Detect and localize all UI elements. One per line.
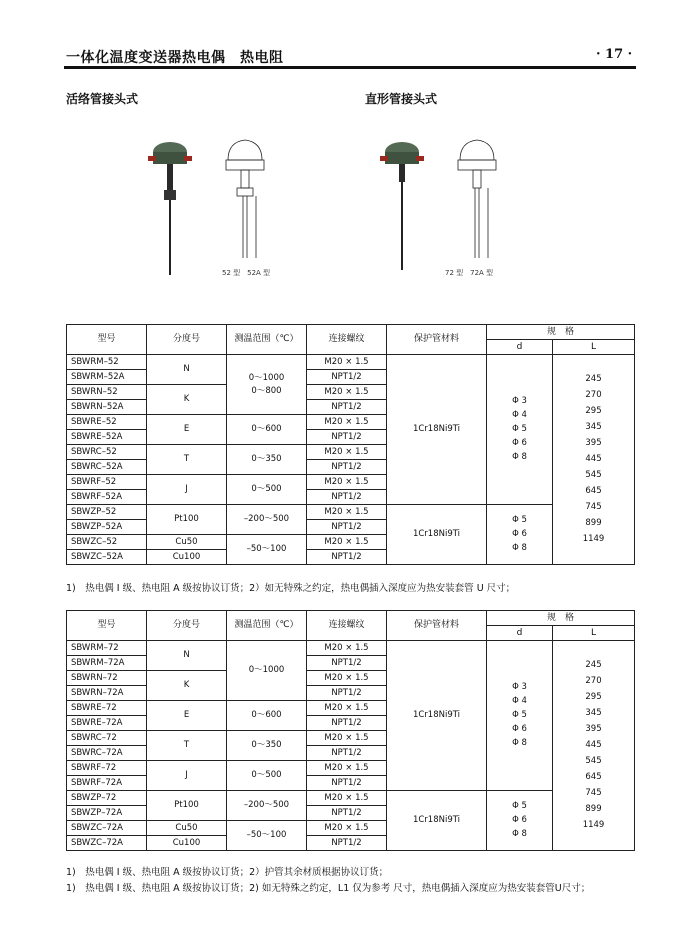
table-row-model: SBWZC–72A xyxy=(67,836,147,851)
L-value: 445 xyxy=(585,454,602,464)
col-header-d: d xyxy=(487,340,553,355)
division-cell: N xyxy=(147,355,227,385)
d-value: Φ 4 xyxy=(512,410,527,420)
d-cell xyxy=(487,641,553,791)
division-cell: Cu100 xyxy=(147,550,227,565)
division-cell: Cu50 xyxy=(147,821,227,836)
thread-cell: M20 × 1.5 xyxy=(307,505,387,520)
col-header-L: L xyxy=(553,626,635,641)
division-cell: E xyxy=(147,415,227,445)
col-header-range: 测温范围（℃） xyxy=(227,325,307,355)
subtitle-left: 活络管接头式 xyxy=(66,92,139,106)
L-value: 545 xyxy=(585,470,602,480)
table-row-model: SBWRF–52A xyxy=(67,490,147,505)
thread-cell: NPT1/2 xyxy=(307,746,387,761)
thread-cell: M20 × 1.5 xyxy=(307,791,387,806)
thread-cell: M20 × 1.5 xyxy=(307,761,387,776)
col-header-model: 型号 xyxy=(67,325,147,355)
table-row-model: SBWRC–52A xyxy=(67,460,147,475)
division-cell: K xyxy=(147,671,227,701)
table-row-model: SBWRE–52A xyxy=(67,430,147,445)
thread-cell: NPT1/2 xyxy=(307,656,387,671)
d-value: Φ 8 xyxy=(512,829,527,839)
division-cell: Pt100 xyxy=(147,791,227,821)
L-value: 645 xyxy=(585,486,602,496)
spec-table-52 xyxy=(66,324,635,565)
L-value: 545 xyxy=(585,756,602,766)
table-row-model: SBWZC–72A xyxy=(67,821,147,836)
division-cell: Cu50 xyxy=(147,535,227,550)
table-row-model: SBWRM–72A xyxy=(67,656,147,671)
table-row-model: SBWZP–72A xyxy=(67,806,147,821)
thread-cell: NPT1/2 xyxy=(307,520,387,535)
L-value: 745 xyxy=(585,502,602,512)
thread-cell: NPT1/2 xyxy=(307,460,387,475)
technical-drawing-icon xyxy=(458,140,496,258)
d-value: Φ 8 xyxy=(512,738,527,748)
material-cell: 1Cr18Ni9Ti xyxy=(387,355,487,505)
division-cell: Pt100 xyxy=(147,505,227,535)
spec-table-72 xyxy=(66,610,635,851)
thread-cell: NPT1/2 xyxy=(307,686,387,701)
col-header-L: L xyxy=(553,340,635,355)
material-cell: 1Cr18Ni9Ti xyxy=(387,641,487,791)
thread-cell: M20 × 1.5 xyxy=(307,355,387,370)
table-row-model: SBWRE–72 xyxy=(67,701,147,716)
col-header-spec: 规 格 xyxy=(487,611,635,626)
d-value: Φ 5 xyxy=(512,515,527,525)
figure-left-caption: 52 型 52A 型 xyxy=(222,269,271,277)
thread-cell: M20 × 1.5 xyxy=(307,445,387,460)
range-cell: 0～500 xyxy=(227,761,307,791)
L-value: 395 xyxy=(585,724,602,734)
table-row-model: SBWRM–52A xyxy=(67,370,147,385)
material-cell: 1Cr18Ni9Ti xyxy=(387,791,487,851)
d-value: Φ 5 xyxy=(512,424,527,434)
col-header-model: 型号 xyxy=(67,611,147,641)
header-rule xyxy=(64,66,636,69)
range-cell: 0～350 xyxy=(227,731,307,761)
col-header-spec: 规 格 xyxy=(487,325,635,340)
division-cell: Cu100 xyxy=(147,836,227,851)
L-value: 1149 xyxy=(582,534,605,544)
range-k: 0～800 xyxy=(251,385,282,396)
thread-cell: NPT1/2 xyxy=(307,716,387,731)
thread-cell: M20 × 1.5 xyxy=(307,641,387,656)
d-value: Φ 3 xyxy=(512,682,527,692)
thread-cell: NPT1/2 xyxy=(307,490,387,505)
d-value: Φ 6 xyxy=(512,438,527,448)
table-row-model: SBWRE–52 xyxy=(67,415,147,430)
range-cell: –50～100 xyxy=(227,821,307,851)
d-value: Φ 5 xyxy=(512,710,527,720)
range-n: 0～1000 xyxy=(248,372,285,383)
table-row-model: SBWRF–72 xyxy=(67,761,147,776)
thread-cell: M20 × 1.5 xyxy=(307,385,387,400)
table-row-model: SBWRN–72 xyxy=(67,671,147,686)
subtitle-right: 直形管接头式 xyxy=(365,92,438,106)
col-header-range: 测温范围（℃） xyxy=(227,611,307,641)
L-value: 295 xyxy=(585,692,602,702)
material-cell: 1Cr18Ni9Ti xyxy=(387,505,487,565)
range-cell: 0～600 xyxy=(227,701,307,731)
table-row-model: SBWRC–72A xyxy=(67,746,147,761)
L-value: 1149 xyxy=(582,820,605,830)
division-cell: N xyxy=(147,641,227,671)
L-value: 345 xyxy=(585,708,602,718)
range-cell: 0～500 xyxy=(227,475,307,505)
col-header-division: 分度号 xyxy=(147,325,227,355)
figure-52-type xyxy=(140,130,290,280)
thread-cell: NPT1/2 xyxy=(307,806,387,821)
d-cell xyxy=(487,505,553,565)
L-value: 270 xyxy=(585,390,602,400)
footnote-3: 1) 热电偶 I 级、热电阻 A 级按协议订货；2) 如无特殊之约定，L1 仅为参考 尺寸，热电偶插入深度应为热安装套管U尺寸； xyxy=(66,883,591,894)
L-value: 295 xyxy=(585,406,602,416)
col-header-thread: 连接螺纹 xyxy=(307,611,387,641)
division-cell: T xyxy=(147,731,227,761)
thread-cell: NPT1/2 xyxy=(307,550,387,565)
division-cell: T xyxy=(147,445,227,475)
range-cell: 0～1000 xyxy=(227,641,307,701)
table-row-model: SBWZP–52A xyxy=(67,520,147,535)
table-row-model: SBWRN–52A xyxy=(67,400,147,415)
d-value: Φ 6 xyxy=(512,724,527,734)
thread-cell: NPT1/2 xyxy=(307,430,387,445)
table-row-model: SBWRM–72 xyxy=(67,641,147,656)
division-cell: E xyxy=(147,701,227,731)
col-header-material: 保护管材料 xyxy=(387,325,487,355)
d-value: Φ 4 xyxy=(512,696,527,706)
range-cell: 0～600 xyxy=(227,415,307,445)
thread-cell: NPT1/2 xyxy=(307,400,387,415)
L-value: 899 xyxy=(585,518,602,528)
table-row-model: SBWZP–52 xyxy=(67,505,147,520)
technical-drawing-icon xyxy=(226,140,264,258)
thread-cell: M20 × 1.5 xyxy=(307,475,387,490)
page-number: · 17 · xyxy=(596,47,633,62)
table-row-model: SBWZP–72 xyxy=(67,791,147,806)
table-row-model: SBWZC–52 xyxy=(67,535,147,550)
d-value: Φ 5 xyxy=(512,801,527,811)
range-cell: –200～500 xyxy=(227,791,307,821)
thermocouple-photo-icon xyxy=(380,142,424,270)
thermocouple-photo-icon xyxy=(148,142,192,275)
L-cell xyxy=(553,355,635,565)
d-value: Φ 6 xyxy=(512,815,527,825)
thread-cell: M20 × 1.5 xyxy=(307,535,387,550)
col-header-d: d xyxy=(487,626,553,641)
L-value: 645 xyxy=(585,772,602,782)
thread-cell: M20 × 1.5 xyxy=(307,821,387,836)
table-row-model: SBWRF–72A xyxy=(67,776,147,791)
L-value: 270 xyxy=(585,676,602,686)
table-row-model: SBWRM–52 xyxy=(67,355,147,370)
L-value: 445 xyxy=(585,740,602,750)
range-cell: –200～500 xyxy=(227,505,307,535)
table-row-model: SBWRN–52 xyxy=(67,385,147,400)
division-cell: K xyxy=(147,385,227,415)
L-value: 245 xyxy=(585,660,602,670)
thread-cell: M20 × 1.5 xyxy=(307,731,387,746)
thread-cell: M20 × 1.5 xyxy=(307,671,387,686)
d-cell xyxy=(487,791,553,851)
table-row-model: SBWRC–52 xyxy=(67,445,147,460)
d-value: Φ 8 xyxy=(512,543,527,553)
col-header-material: 保护管材料 xyxy=(387,611,487,641)
L-value: 899 xyxy=(585,804,602,814)
L-value: 245 xyxy=(585,374,602,384)
range-cell: 0～350 xyxy=(227,445,307,475)
L-cell xyxy=(553,641,635,851)
footnote-2: 1) 热电偶 I 级、热电阻 A 级按协议订货；2）护管其余材质根据协议订货； xyxy=(66,867,389,878)
d-value: Φ 3 xyxy=(512,396,527,406)
table-row-model: SBWRN–72A xyxy=(67,686,147,701)
division-cell: J xyxy=(147,475,227,505)
table-row-model: SBWRE–72A xyxy=(67,716,147,731)
table-row-model: SBWZC–52A xyxy=(67,550,147,565)
figure-72-type xyxy=(372,130,522,280)
thread-cell: NPT1/2 xyxy=(307,370,387,385)
range-cell: –50～100 xyxy=(227,535,307,565)
d-cell xyxy=(487,355,553,505)
thread-cell: NPT1/2 xyxy=(307,776,387,791)
table-row-model: SBWRF–52 xyxy=(67,475,147,490)
table-row-model: SBWRC–72 xyxy=(67,731,147,746)
thread-cell: M20 × 1.5 xyxy=(307,415,387,430)
col-header-thread: 连接螺纹 xyxy=(307,325,387,355)
thread-cell: NPT1/2 xyxy=(307,836,387,851)
page-header-title: 一体化温度变送器热电偶 热电阻 xyxy=(66,50,284,66)
col-header-division: 分度号 xyxy=(147,611,227,641)
figure-right-caption: 72 型 72A 型 xyxy=(445,269,494,277)
L-value: 745 xyxy=(585,788,602,798)
thread-cell: M20 × 1.5 xyxy=(307,701,387,716)
L-value: 395 xyxy=(585,438,602,448)
range-cell xyxy=(227,355,307,415)
L-value: 345 xyxy=(585,422,602,432)
footnote-1: 1) 热电偶 I 级、热电阻 A 级按协议订货；2）如无特殊之约定，热电偶插入深度应为热安装套管 U 尺寸； xyxy=(66,583,516,594)
d-value: Φ 8 xyxy=(512,452,527,462)
division-cell: J xyxy=(147,761,227,791)
d-value: Φ 6 xyxy=(512,529,527,539)
